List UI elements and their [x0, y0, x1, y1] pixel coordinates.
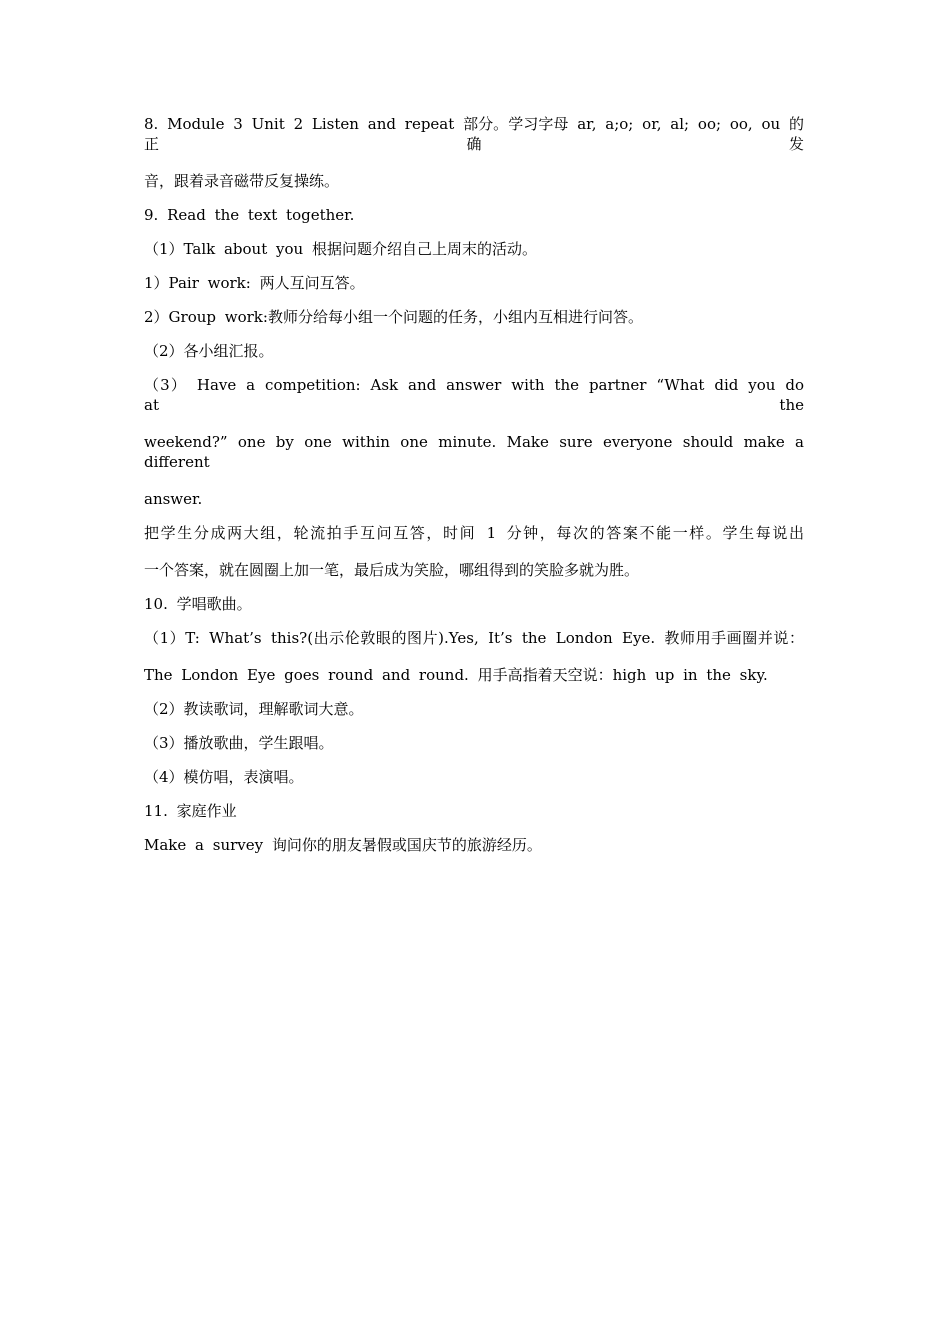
item-8-line-2: 音，跟着录音磁带反复操练。	[144, 172, 340, 190]
song-step-2: （2）教读歌词，理解歌词大意。	[144, 700, 364, 718]
document-body	[144, 114, 804, 855]
item-8-line-1: 8. Module 3 Unit 2 Listen and repeat 部分。学习字母 ar, a;o; or, al; oo; oo, ou 的正确发	[144, 115, 804, 153]
step-3-competition-line-2: weekend?” one by one within one minute. Make sure everyone should make a different	[144, 433, 804, 471]
step-3-competition-line-3: answer.	[144, 490, 203, 508]
song-step-4: （4）模仿唱，表演唱。	[144, 768, 304, 786]
song-step-1-line-2: The London Eye goes round and round. 用手高指着天空说：high up in the sky.	[144, 666, 768, 684]
song-step-1-line-1: （1）T: What’s this?(出示伦敦眼的图片).Yes, It’s the London Eye. 教师用手画圈并说：	[144, 629, 804, 647]
item-10-heading: 10. 学唱歌曲。	[144, 595, 252, 613]
homework-survey: Make a survey 询问你的朋友暑假或国庆节的旅游经历。	[144, 836, 542, 854]
step-1-talk-about-you: （1）Talk about you 根据问题介绍自己上周末的活动。	[144, 240, 537, 258]
step-2-group-report: （2）各小组汇报。	[144, 342, 274, 360]
group-work: 2）Group work:教师分给每小组一个问题的任务，小组内互相进行问答。	[144, 308, 643, 326]
competition-rules-line-1: 把学生分成两大组，轮流拍手互问互答，时间 1 分钟，每次的答案不能一样。学生每说出	[144, 524, 804, 542]
competition-rules-line-2: 一个答案，就在圆圈上加一笔，最后成为笑脸，哪组得到的笑脸多就为胜。	[144, 561, 640, 579]
item-11-heading: 11. 家庭作业	[144, 802, 237, 820]
song-step-3: （3）播放歌曲，学生跟唱。	[144, 734, 334, 752]
pair-work: 1）Pair work: 两人互问互答。	[144, 274, 365, 292]
step-3-competition-line-1: （3） Have a competition: Ask and answer with the partner “What did you do at the	[144, 376, 804, 414]
item-9-heading: 9. Read the text together.	[144, 206, 355, 224]
